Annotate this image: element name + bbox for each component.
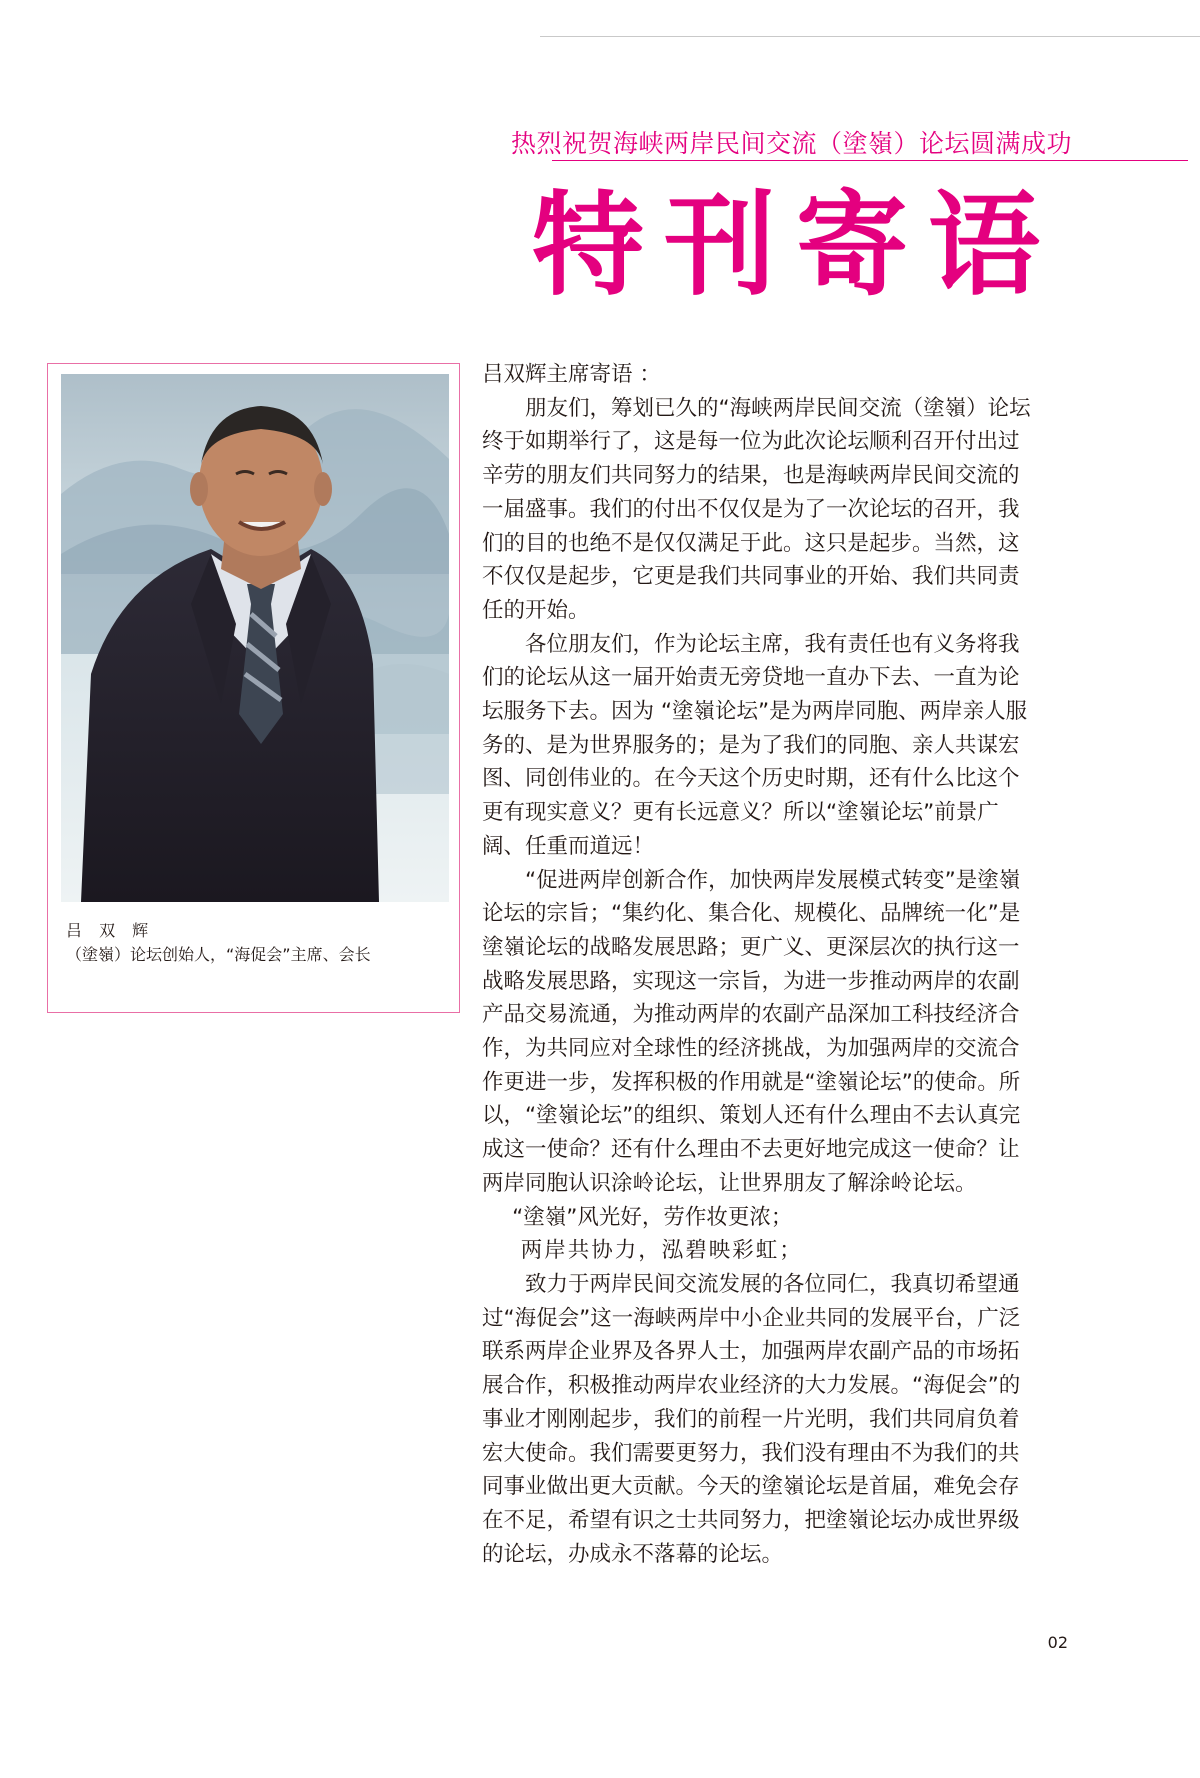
header-divider xyxy=(540,36,1200,37)
article-paragraph: 各位朋友们，作为论坛主席，我有责任也有义务将我们的论坛从这一届开始责无旁贷地一直办下去、一直为论坛服务下去。因为 “塗嶺论坛”是为两岸同胞、两岸亲人服务的、是为世界服务的；是为了我们的同胞、亲人共谋宏图、同创伟业的。在今天这个历史时期，还有什么比这个更有现实意义？更有长远意义？所以“塗嶺论坛”前景广阔、任重而道远！ xyxy=(482,631,1028,859)
photo-caption xyxy=(66,919,449,967)
photo-card xyxy=(47,363,460,1013)
article-heading: 吕双辉主席寄语 ： xyxy=(482,362,661,387)
subtitle-underline xyxy=(552,160,1188,161)
portrait-illustration xyxy=(61,374,449,902)
page-subtitle: 热烈祝贺海峡两岸民间交流（塗嶺）论坛圆满成功 xyxy=(510,129,1072,158)
poem-line: “塗嶺”风光好，劳作妆更浓； xyxy=(512,1204,793,1230)
page-title: 特刊寄语 xyxy=(532,181,1060,311)
article-body xyxy=(482,358,1034,1571)
article-paragraph: 致力于两岸民间交流发展的各位同仁，我真切希望通过“海促会”这一海峡两岸中小企业共同的发展平台，广泛联系两岸企业界及各界人士，加强两岸农副产品的市场拓展合作，积极推动两岸农业经济的大力发展。“海促会”的事业才刚刚起步，我们的前程一片光明，我们共同肩负着宏大使命。我们需要更努力，我们没有理由不为我们的共同事业做出更大贡献。今天的塗嶺论坛是首届，难免会存在不足，希望有识之士共同努力，把塗嶺论坛办成世界级的论坛，办成永不落幕的论坛。 xyxy=(482,1271,1021,1567)
caption-role: （塗嶺）论坛创始人，“海促会”主席、会长 xyxy=(66,945,371,964)
caption-name: 吕 双 辉 xyxy=(66,921,155,940)
portrait-photo xyxy=(61,374,449,902)
poem-line: 两岸共协力，泓碧映彩虹； xyxy=(520,1238,803,1264)
article-paragraph: “促进两岸创新合作，加快两岸发展模式转变”是塗嶺论坛的宗旨；“集约化、集合化、规模化、品牌统一化”是塗嶺论坛的战略发展思路；更广义、更深层次的执行这一战略发展思路，实现这一宗旨，为进一步推动两岸的农副产品交易流通，为推动两岸的农副产品深加工科技经济合作，为共同应对全球性的经济挑战，为加强两岸的交流合作更进一步，发挥积极的作用就是“塗嶺论坛”的使命。所以，“塗嶺论坛”的组织、策划人还有什么理由不去认真完成这一使命？还有什么理由不去更好地完成这一使命？让两岸同胞认识涂岭论坛，让世界朋友了解涂岭论坛。 xyxy=(482,867,1021,1196)
article-paragraph: 朋友们，筹划已久的“海峡两岸民间交流（塗嶺）论坛终于如期举行了，这是每一位为此次论坛顺利召开付出过辛劳的朋友们共同努力的结果，也是海峡两岸民间交流的一届盛事。我们的付出不仅仅是为了一次论坛的召开，我们的目的也绝不是仅仅满足于此。这只是起步。当然，这不仅仅是起步，它更是我们共同事业的开始、我们共同责任的开始。 xyxy=(482,395,1031,623)
page-number: 02 xyxy=(1047,1633,1068,1652)
